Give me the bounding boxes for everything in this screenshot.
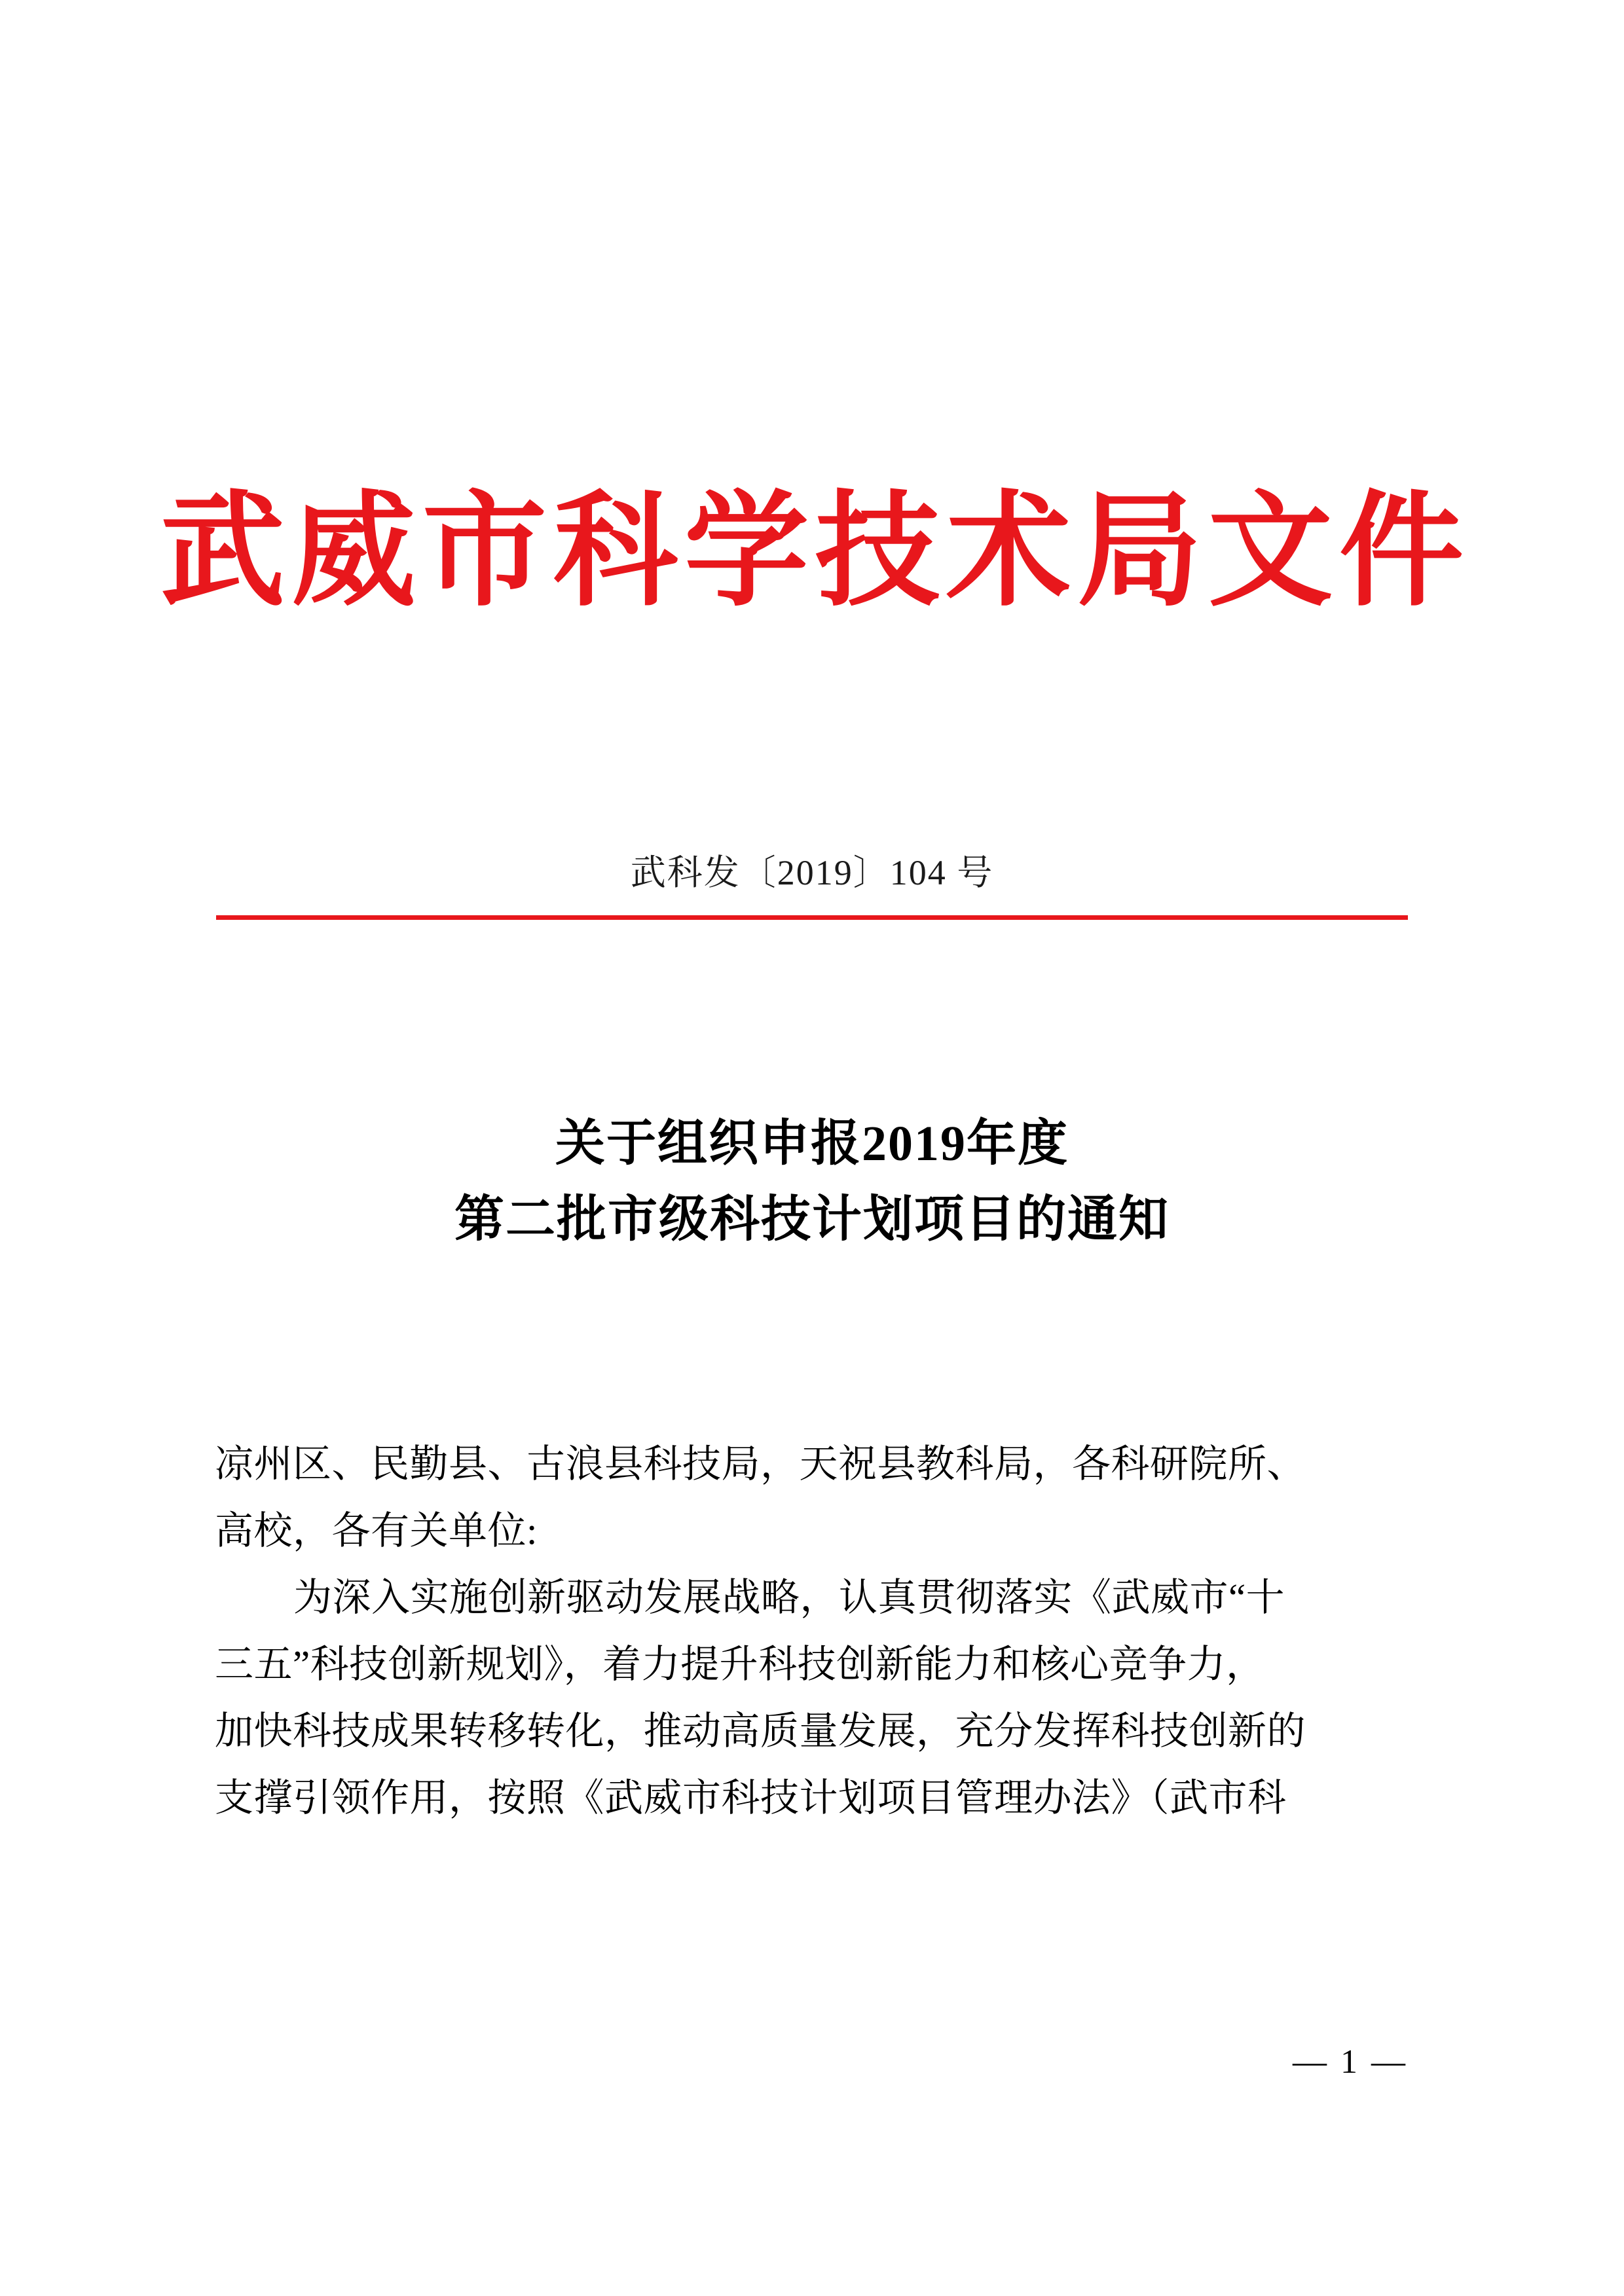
paragraph-1-line-3: 加快科技成果转移转化，推动高质量发展，充分发挥科技创新的 <box>215 1709 1306 1753</box>
addressee-line-1: 凉州区、民勤县、古浪县科技局，天祝县教科局，各科研院所、 <box>215 1442 1306 1485</box>
document-title <box>0 1106 1624 1258</box>
masthead <box>0 484 1624 621</box>
document-number: 武科发〔2019〕104 号 <box>630 853 994 892</box>
masthead-title: 武威市科学技术局文件 <box>160 484 1470 621</box>
addressee-line-2: 高校，各有关单位: <box>215 1509 538 1553</box>
page-number: — 1 — <box>1293 2043 1408 2081</box>
paragraph-1-line-1: 为深入实施创新驱动发展战略，认真贯彻落实《武威市“十 <box>293 1576 1285 1620</box>
document-title-line-2: 第二批市级科技计划项目的通知 <box>454 1192 1170 1247</box>
document-body <box>215 1430 1413 1831</box>
paragraph-1-line-4: 支撑引领作用，按照《武威市科技计划项目管理办法》（武市科 <box>215 1776 1287 1820</box>
red-divider-rule <box>216 915 1408 920</box>
paragraph-1-line-2: 三五”科技创新规划》，着力提升科技创新能力和核心竞争力， <box>215 1643 1265 1686</box>
document-title-line-1: 关于组织申报2019年度 <box>555 1116 1069 1171</box>
